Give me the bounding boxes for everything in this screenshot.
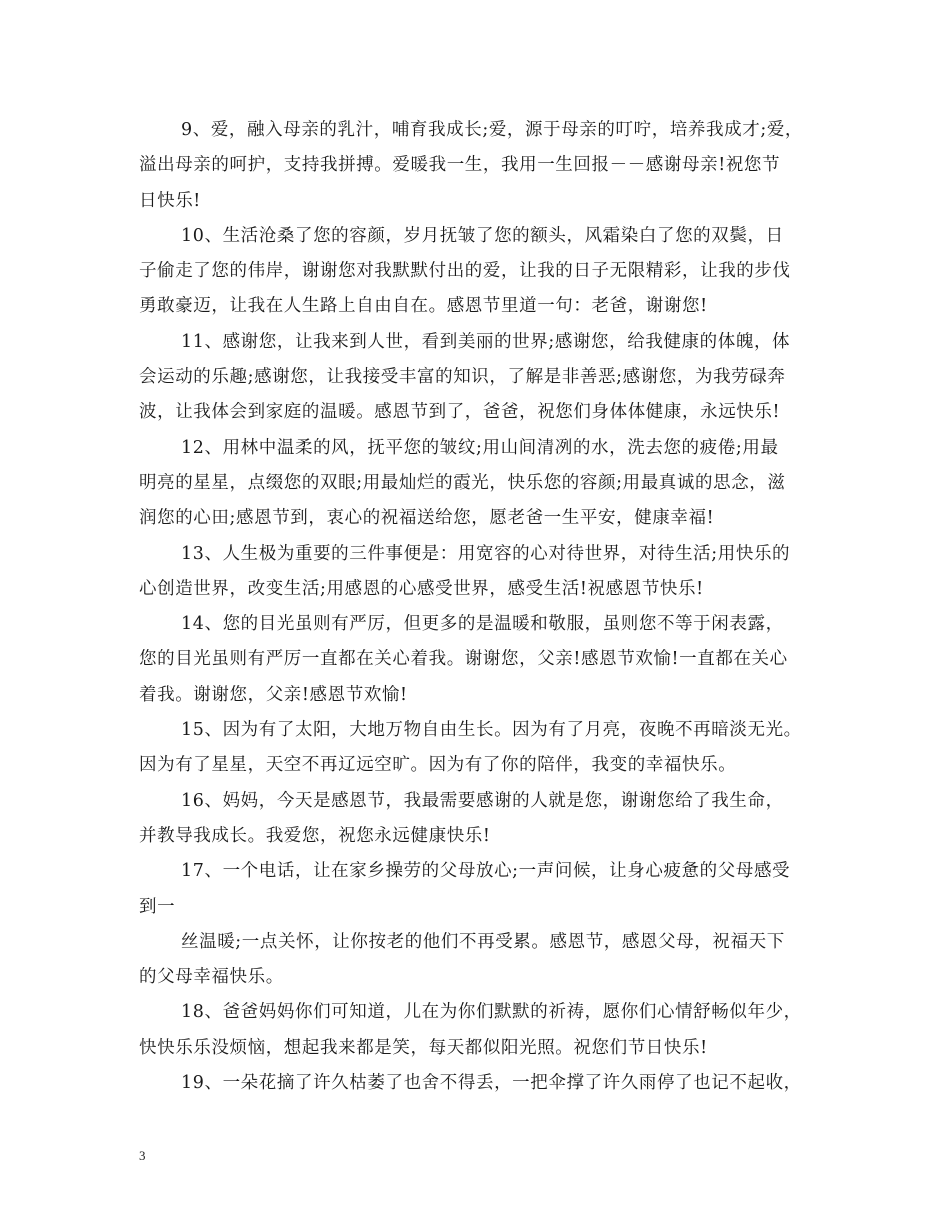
text-line: 9、爱，融入母亲的乳汁，哺育我成长;爱，源于母亲的叮咛，培养我成才;爱， (181, 120, 804, 140)
text-line: 快快乐乐没烦恼，想起我来都是笑，每天都似阳光照。祝您们节日快乐! (139, 1037, 708, 1058)
text-line: 16、妈妈，今天是感恩节，我最需要感谢的人就是您，谢谢您给了我生命， (181, 790, 784, 811)
text-line: 18、爸爸妈妈你们可知道，儿在为你们默默的祈祷，愿你们心情舒畅似年少， (181, 1002, 802, 1023)
text-line: 溢出母亲的呵护，支持我拼搏。爱暖我一生，我用一生回报－－感谢母亲!祝您节 (139, 155, 781, 176)
text-line: 13、人生极为重要的三件事便是：用宽容的心对待世界，对待生活;用快乐的 (181, 543, 791, 564)
text-line: 子偷走了您的伟岸，谢谢您对我默默付出的爱，让我的日子无限精彩，让我的步伐 (139, 261, 791, 282)
text-line: 19、一朵花摘了许久枯萎了也舍不得丢，一把伞撑了许久雨停了也记不起收， (181, 1073, 802, 1094)
text-line: 12、用林中温柔的风，抚平您的皱纹;用山间清冽的水，洗去您的疲倦;用最 (181, 437, 779, 458)
text-line: 丝温暖;一点关怀，让你按老的他们不再受累。感恩节，感恩父母，祝福天下 (181, 931, 785, 952)
text-line: 明亮的星星，点缀您的双眼;用最灿烂的霞光，快乐您的容颜;用最真诚的思念，滋 (139, 472, 786, 493)
text-line: 15、因为有了太阳，大地万物自由生长。因为有了月亮，夜晚不再暗淡无光。 (181, 720, 802, 741)
text-line: 会运动的乐趣;感谢您，让我接受丰富的知识，了解是非善恶;感谢您，为我劳碌奔 (139, 367, 786, 388)
page-number: 3 (139, 1148, 146, 1163)
text-line: 勇敢豪迈，让我在人生路上自由自在。感恩节里道一句：老爸，谢谢您! (139, 296, 708, 317)
text-line: 到一 (139, 896, 176, 917)
text-line: 并教导我成长。我爱您，祝您永远健康快乐! (139, 825, 491, 846)
text-line: 11、感谢您，让我来到人世，看到美丽的世界;感谢您，给我健康的体魄，体 (181, 331, 791, 352)
text-line: 因为有了星星，天空不再辽远空旷。因为有了你的陪伴，我变的幸福快乐。 (139, 755, 737, 776)
document-body (139, 113, 829, 1101)
text-line: 14、您的目光虽则有严厉，但更多的是温暖和敬服，虽则您不等于闲表露， (181, 614, 784, 635)
text-line: 润您的心田;感恩节到，衷心的祝福送给您，愿老爸一生平安，健康幸福! (139, 508, 715, 529)
text-line: 的父母幸福快乐。 (139, 967, 284, 988)
text-line: 心创造世界，改变生活;用感恩的心感受世界，感受生活!祝感恩节快乐! (139, 578, 704, 599)
text-line: 您的目光虽则有严厉一直都在关心着我。谢谢您，父亲!感恩节欢愉!一直都在关心 (139, 649, 788, 670)
text-line: 10、生活沧桑了您的容颜，岁月抚皱了您的额头，风霜染白了您的双鬓，日 (181, 225, 784, 246)
text-line: 波，让我体会到家庭的温暖。感恩节到了，爸爸，祝您们身体体健康，永远快乐! (139, 402, 781, 423)
text-line: 着我。谢谢您，父亲!感恩节欢愉! (139, 684, 408, 705)
text-line: 17、一个电话，让在家乡操劳的父母放心;一声问候，让身心疲惫的父母感受 (181, 861, 791, 882)
text-line: 日快乐! (139, 190, 201, 211)
